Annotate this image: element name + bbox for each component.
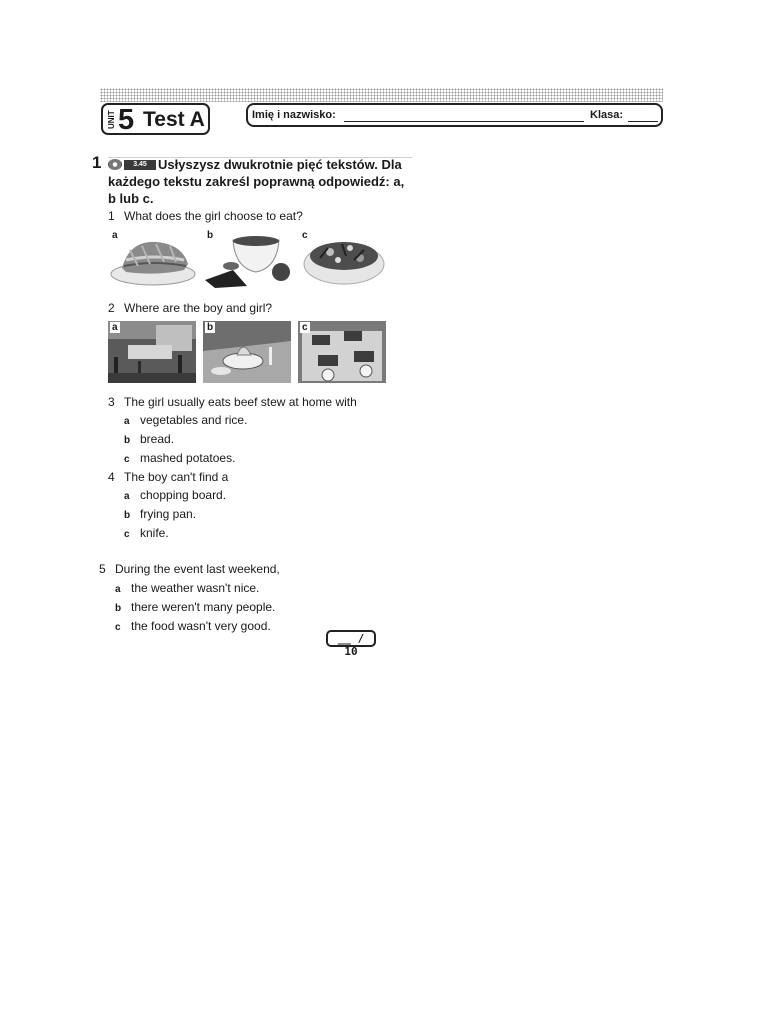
q5-option-c[interactable]	[115, 618, 271, 636]
test-title: Test A	[143, 108, 205, 131]
option-letter: a	[115, 584, 121, 595]
unit-badge	[101, 103, 210, 135]
option-letter: b	[124, 435, 131, 446]
question-text: During the event last weekend,	[115, 562, 280, 576]
q4-option-c[interactable]	[124, 525, 169, 543]
name-label: Imię i nazwisko:	[252, 109, 336, 121]
soup-image	[203, 230, 295, 288]
option-text: knife.	[140, 526, 169, 540]
picture-letter: a	[112, 322, 118, 333]
restaurant-table-image	[298, 321, 386, 383]
option-letter: b	[115, 603, 122, 614]
q1-picture-a[interactable]	[108, 230, 198, 288]
score-box: __ / 10	[326, 630, 376, 647]
q3-option-a[interactable]	[124, 412, 247, 430]
question-2	[108, 300, 272, 316]
question-number: 5	[99, 562, 106, 576]
task-instruction: Usłyszysz dwukrotnie pięć tekstów. Dla każdego tekstu zakreśl poprawną odpowiedź: a, b lub c.	[108, 157, 405, 206]
class-field[interactable]	[628, 121, 658, 122]
track-number-badge: 3.45	[124, 160, 156, 170]
option-text: there weren't many people.	[131, 600, 276, 614]
header-dot-band	[100, 88, 663, 102]
q2-picture-b[interactable]	[203, 321, 291, 383]
audio-cd-icon	[108, 159, 122, 170]
question-text: The boy can't find a	[124, 470, 229, 484]
option-text: the weather wasn't nice.	[131, 581, 260, 595]
option-letter: b	[124, 510, 131, 521]
question-number: 3	[108, 395, 115, 409]
dining-table-image	[203, 321, 291, 383]
question-number: 2	[108, 301, 115, 315]
q2-picture-a[interactable]	[108, 321, 196, 383]
unit-number: 5	[118, 104, 135, 136]
q2-picture-c[interactable]	[298, 321, 386, 383]
picture-letter: c	[302, 230, 308, 241]
option-text: mashed potatoes.	[140, 451, 236, 465]
name-field[interactable]	[344, 121, 584, 122]
kitchen-image	[108, 321, 196, 383]
class-label: Klasa:	[590, 109, 624, 121]
q4-option-a[interactable]	[124, 487, 226, 505]
q4-option-b[interactable]	[124, 506, 196, 524]
picture-letter: b	[207, 230, 214, 241]
option-text: chopping board.	[140, 488, 227, 502]
picture-letter: c	[302, 322, 308, 333]
option-text: vegetables and rice.	[140, 413, 248, 427]
task-number: 1	[92, 153, 102, 172]
q1-picture-b[interactable]	[203, 230, 295, 288]
question-text: What does the girl choose to eat?	[124, 209, 303, 223]
option-text: frying pan.	[140, 507, 197, 521]
question-number: 1	[108, 209, 115, 223]
question-number: 4	[108, 470, 115, 484]
picture-letter: a	[112, 230, 118, 241]
question-text: The girl usually eats beef stew at home with	[124, 395, 357, 409]
option-letter: c	[124, 454, 130, 465]
question-1	[108, 208, 303, 224]
sandwich-image	[108, 230, 198, 288]
option-text: the food wasn't very good.	[131, 619, 271, 633]
salad-image	[298, 230, 386, 288]
student-info-box	[246, 103, 663, 127]
q3-option-c[interactable]	[124, 450, 235, 468]
question-4	[108, 469, 228, 485]
question-text: Where are the boy and girl?	[124, 301, 273, 315]
q3-option-b[interactable]	[124, 431, 174, 449]
unit-word: UNIT	[107, 110, 116, 130]
picture-letter: b	[207, 322, 214, 333]
question-3	[108, 394, 357, 410]
q5-option-b[interactable]	[115, 599, 275, 617]
q5-option-a[interactable]	[115, 580, 259, 598]
option-text: bread.	[140, 432, 175, 446]
option-letter: a	[124, 416, 130, 427]
q1-picture-c[interactable]	[298, 230, 386, 288]
option-letter: c	[124, 529, 130, 540]
option-letter: c	[115, 622, 121, 633]
option-letter: a	[124, 491, 130, 502]
question-5	[99, 561, 280, 577]
